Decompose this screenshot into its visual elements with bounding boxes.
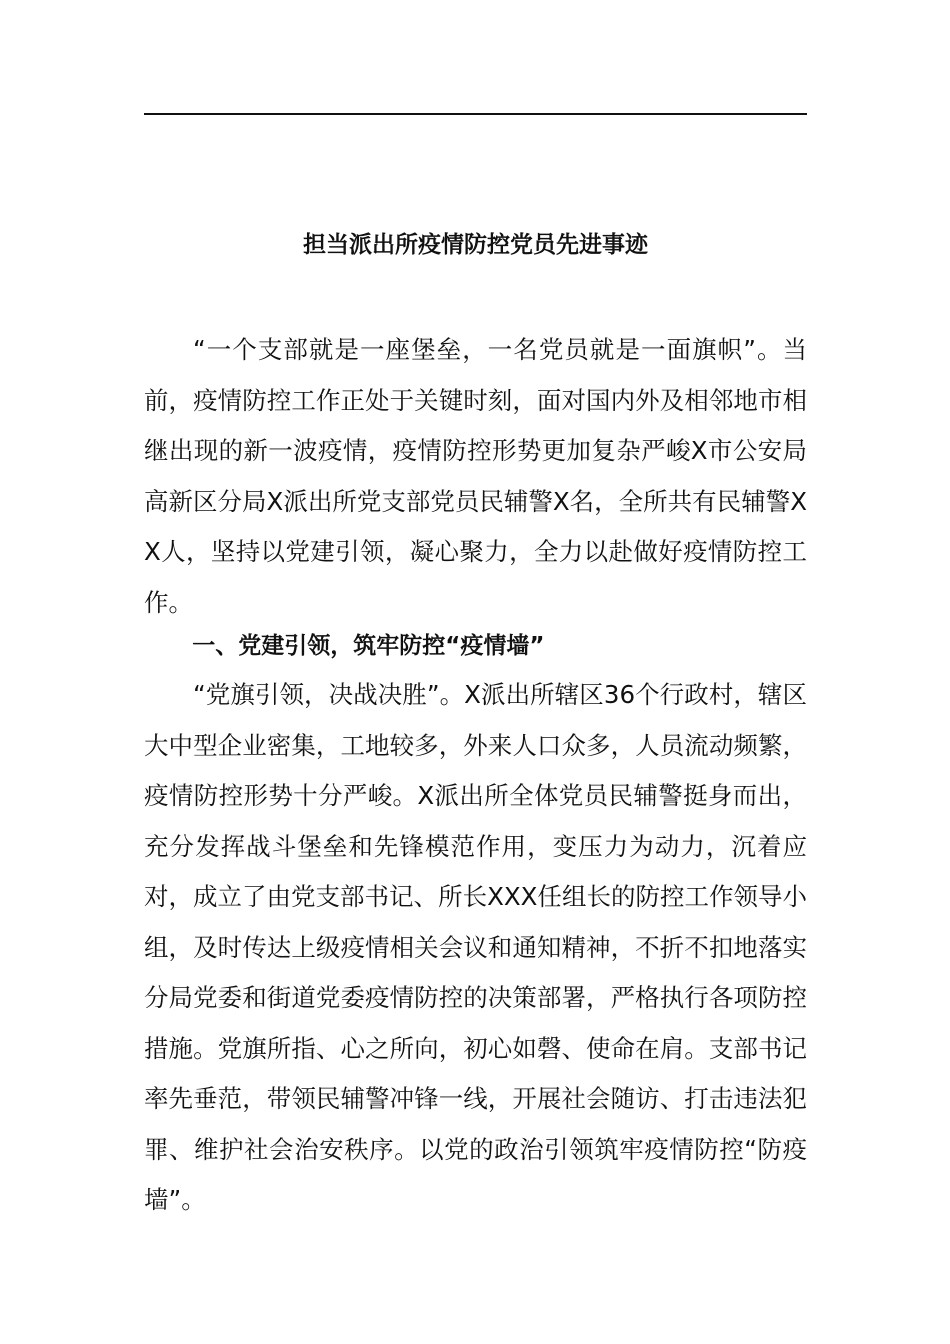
header-rule (144, 113, 807, 115)
section-heading: 一、党建引领，筑牢防控“疫情墙” (192, 633, 545, 659)
intro-paragraph: “一个支部就是一座堡垒，一名党员就是一面旗帜”。当前，疫情防控工作正处于关键时刻，面对国内外及相邻地市相继出现的新一波疫情，疫情防控形势更加复杂严峻X市公安局高新区分局X派出所党支部党员民辅警X名，全所共有民辅警XX人，坚持以党建引领，凝心聚力，全力以赴做好疫情防控工作。 (144, 335, 807, 617)
section-paragraph: “党旗引领，决战决胜”。X派出所辖区36个行政村，辖区大中型企业密集，工地较多，外来人口众多，人员流动频繁，疫情防控形势十分严峻。X派出所全体党员民辅警挺身而出，充分发挥战斗堡垒和先锋模范作用，变压力为动力，沉着应对，成立了由党支部书记、所长XXX任组长的防控工作领导小组，及时传达上级疫情相关会议和通知精神，不折不扣地落实分局党委和街道党委疫情防控的决策部署，严格执行各项防控措施。党旗所指、心之所向，初心如磬、使命在肩。支部书记率先垂范，带领民辅警冲锋一线，开展社会随访、打击违法犯罪、维护社会治安秩序。以党的政治引领筑牢疫情防控“防疫墙”。 (144, 680, 807, 1214)
document-title: 担当派出所疫情防控党员先进事迹 (303, 232, 648, 258)
